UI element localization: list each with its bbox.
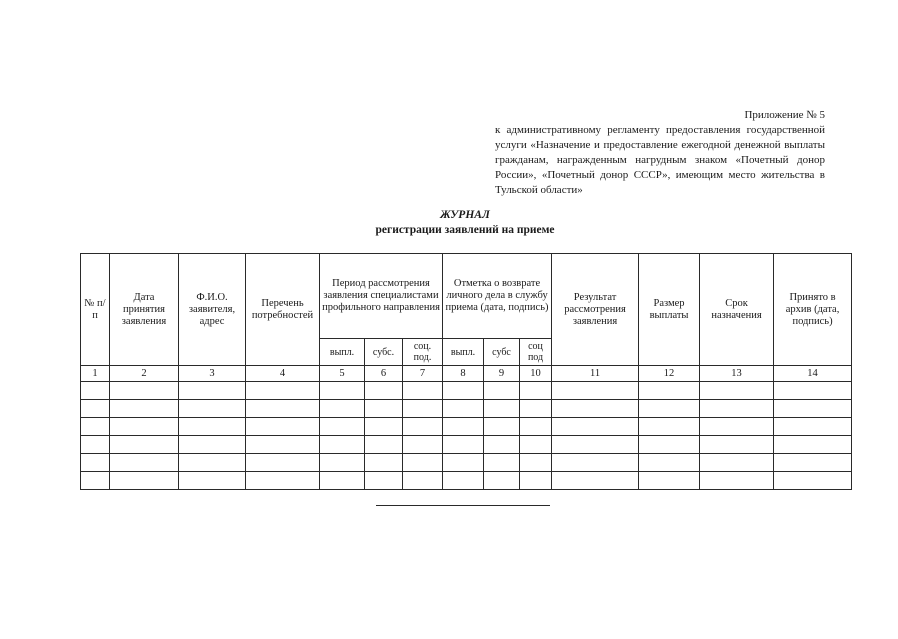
subheader-period-payment: выпл. (320, 339, 365, 366)
subheader-return-social: соц под (520, 339, 552, 366)
column-number: 6 (365, 366, 403, 382)
separator-line (376, 505, 550, 506)
column-number: 3 (179, 366, 246, 382)
column-number: 11 (552, 366, 639, 382)
table-row (81, 472, 852, 490)
appendix-text: к административному регламенту предоставления государственной услуги «Назначение и предоставление ежегодной денежной выплаты гражданам, награжденным нагрудным знаком «Почетный донор России», «Почетный донор СССР», имеющим место жительства в Тульской области» (495, 124, 825, 196)
appendix-block (495, 108, 825, 198)
header-return: Отметка о возврате личного дела в службу приема (дата, подпись) (443, 254, 552, 339)
header-archive: Принято в архив (дата, подпись) (774, 254, 852, 366)
header-result: Результат рассмотрения заявления (552, 254, 639, 366)
journal-title: ЖУРНАЛ (440, 209, 490, 221)
table-row (81, 418, 852, 436)
column-number-row (81, 366, 852, 382)
table-row (81, 454, 852, 472)
subheader-period-subsidy: субс. (365, 339, 403, 366)
subheader-return-payment: выпл. (443, 339, 484, 366)
registration-journal-table (80, 253, 852, 490)
column-number: 13 (700, 366, 774, 382)
journal-subtitle: регистрации заявлений на приеме (375, 224, 555, 236)
column-number: 7 (403, 366, 443, 382)
column-number: 1 (81, 366, 110, 382)
column-number: 9 (484, 366, 520, 382)
header-number: № п/п (81, 254, 110, 366)
subheader-return-subsidy: субс (484, 339, 520, 366)
column-number: 5 (320, 366, 365, 382)
column-number: 8 (443, 366, 484, 382)
table-row (81, 400, 852, 418)
column-number: 4 (246, 366, 320, 382)
header-fio: Ф.И.О. заявителя, адрес (179, 254, 246, 366)
subheader-period-social: соц. под. (403, 339, 443, 366)
column-number: 14 (774, 366, 852, 382)
column-number: 10 (520, 366, 552, 382)
table-header-row (81, 254, 852, 339)
appendix-number: Приложение № 5 (744, 109, 825, 121)
header-date: Дата принятия заявления (110, 254, 179, 366)
table-row (81, 436, 852, 454)
table-row (81, 382, 852, 400)
header-term: Срок назначения (700, 254, 774, 366)
header-amount: Размер выплаты (639, 254, 700, 366)
column-number: 2 (110, 366, 179, 382)
column-number: 12 (639, 366, 700, 382)
header-period: Период рассмотрения заявления специалистами профильного направления (320, 254, 443, 339)
header-needs: Перечень потребностей (246, 254, 320, 366)
